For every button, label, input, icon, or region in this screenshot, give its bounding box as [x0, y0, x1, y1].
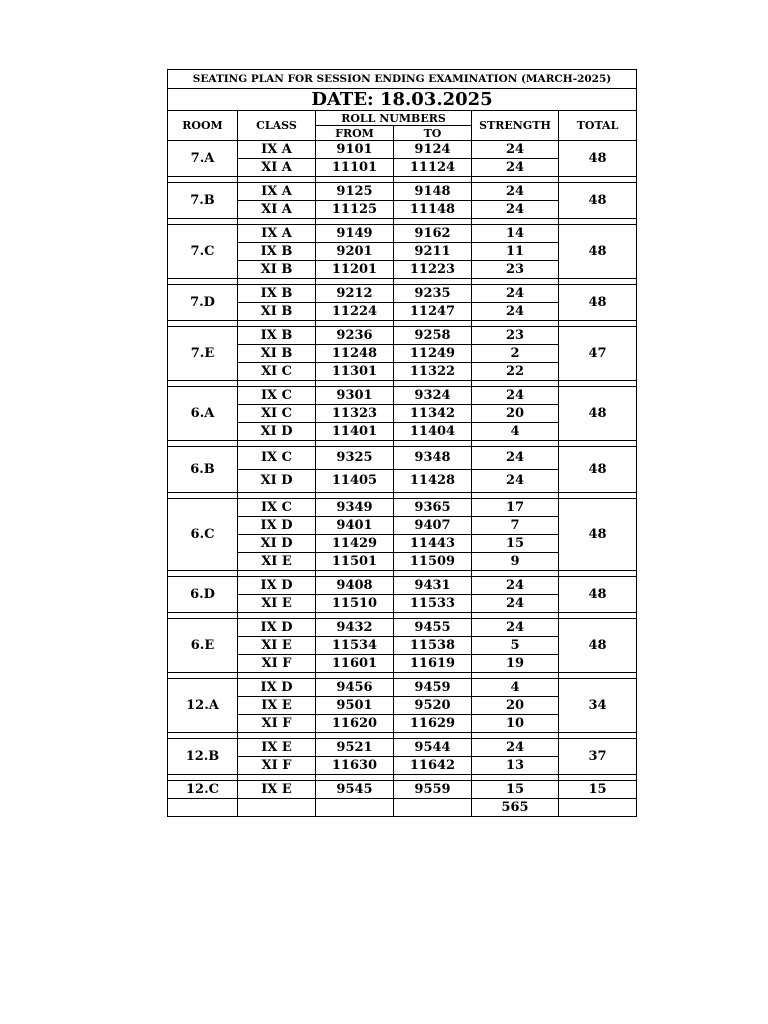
class-cell: IX C [238, 447, 316, 470]
roll-from-cell: 11224 [316, 303, 394, 321]
strength-cell: 19 [472, 655, 559, 673]
header-roll-numbers: ROLL NUMBERS [316, 111, 472, 126]
strength-cell: 4 [472, 423, 559, 441]
table-row [168, 447, 637, 470]
roll-to-cell: 11538 [394, 637, 472, 655]
roll-to-cell: 11223 [394, 261, 472, 279]
class-cell: IX A [238, 225, 316, 243]
strength-cell: 24 [472, 201, 559, 219]
roll-to-cell: 11404 [394, 423, 472, 441]
class-cell: XI D [238, 423, 316, 441]
empty-cell [238, 799, 316, 817]
strength-cell: 24 [472, 470, 559, 493]
strength-cell: 24 [472, 619, 559, 637]
header-total: TOTAL [559, 111, 637, 141]
roll-to-cell: 11642 [394, 757, 472, 775]
table-row [168, 619, 637, 637]
roll-from-cell: 9501 [316, 697, 394, 715]
class-cell: IX D [238, 577, 316, 595]
table-row [168, 141, 637, 159]
roll-from-cell: 9125 [316, 183, 394, 201]
roll-from-cell: 9408 [316, 577, 394, 595]
class-cell: XI B [238, 345, 316, 363]
header-from: FROM [316, 126, 394, 141]
strength-cell: 24 [472, 303, 559, 321]
table-row [168, 739, 637, 757]
roll-from-cell: 9349 [316, 499, 394, 517]
roll-from-cell: 11201 [316, 261, 394, 279]
roll-from-cell: 9236 [316, 327, 394, 345]
roll-from-cell: 9201 [316, 243, 394, 261]
total-cell: 47 [559, 327, 637, 381]
class-cell: IX B [238, 327, 316, 345]
room-cell: 7.C [168, 225, 238, 279]
strength-cell: 9 [472, 553, 559, 571]
roll-to-cell: 9235 [394, 285, 472, 303]
roll-from-cell: 11630 [316, 757, 394, 775]
roll-from-cell: 9401 [316, 517, 394, 535]
total-cell: 48 [559, 447, 637, 493]
strength-cell: 22 [472, 363, 559, 381]
roll-from-cell: 11405 [316, 470, 394, 493]
roll-to-cell: 9324 [394, 387, 472, 405]
class-cell: XI F [238, 655, 316, 673]
room-cell: 6.E [168, 619, 238, 673]
roll-to-cell: 11428 [394, 470, 472, 493]
empty-cell [316, 799, 394, 817]
table-row [168, 679, 637, 697]
class-cell: XI C [238, 363, 316, 381]
class-cell: IX B [238, 285, 316, 303]
roll-to-cell: 9348 [394, 447, 472, 470]
roll-to-cell: 9124 [394, 141, 472, 159]
room-cell: 12.A [168, 679, 238, 733]
strength-cell: 20 [472, 405, 559, 423]
total-cell: 15 [559, 781, 637, 799]
grand-total-row [168, 799, 637, 817]
room-cell: 7.B [168, 183, 238, 219]
strength-cell: 10 [472, 715, 559, 733]
document-title: SEATING PLAN FOR SESSION ENDING EXAMINATION (MARCH-2025) [168, 70, 637, 89]
roll-from-cell: 9456 [316, 679, 394, 697]
strength-cell: 23 [472, 327, 559, 345]
seating-plan-body [168, 70, 637, 817]
strength-cell: 7 [472, 517, 559, 535]
roll-to-cell: 9258 [394, 327, 472, 345]
roll-from-cell: 11501 [316, 553, 394, 571]
class-cell: XI B [238, 261, 316, 279]
table-row [168, 285, 637, 303]
strength-cell: 24 [472, 183, 559, 201]
strength-cell: 24 [472, 159, 559, 177]
class-cell: IX C [238, 387, 316, 405]
total-cell: 48 [559, 499, 637, 571]
roll-to-cell: 11629 [394, 715, 472, 733]
class-cell: IX E [238, 781, 316, 799]
roll-to-cell: 11247 [394, 303, 472, 321]
roll-from-cell: 9521 [316, 739, 394, 757]
empty-cell [559, 799, 637, 817]
roll-to-cell: 9211 [394, 243, 472, 261]
roll-from-cell: 11534 [316, 637, 394, 655]
class-cell: XI B [238, 303, 316, 321]
roll-from-cell: 9301 [316, 387, 394, 405]
roll-to-cell: 9148 [394, 183, 472, 201]
empty-cell [168, 799, 238, 817]
strength-cell: 2 [472, 345, 559, 363]
header-strength: STRENGTH [472, 111, 559, 141]
class-cell: XI D [238, 470, 316, 493]
strength-cell: 14 [472, 225, 559, 243]
roll-from-cell: 11248 [316, 345, 394, 363]
strength-cell: 20 [472, 697, 559, 715]
room-cell: 7.D [168, 285, 238, 321]
roll-from-cell: 9325 [316, 447, 394, 470]
strength-cell: 24 [472, 141, 559, 159]
room-cell: 6.D [168, 577, 238, 613]
strength-cell: 15 [472, 535, 559, 553]
roll-to-cell: 9431 [394, 577, 472, 595]
total-cell: 48 [559, 577, 637, 613]
roll-from-cell: 11401 [316, 423, 394, 441]
roll-to-cell: 11148 [394, 201, 472, 219]
header-room: ROOM [168, 111, 238, 141]
strength-cell: 23 [472, 261, 559, 279]
room-cell: 6.A [168, 387, 238, 441]
room-cell: 12.B [168, 739, 238, 775]
roll-to-cell: 11124 [394, 159, 472, 177]
strength-cell: 24 [472, 447, 559, 470]
roll-to-cell: 11322 [394, 363, 472, 381]
strength-cell: 13 [472, 757, 559, 775]
roll-to-cell: 9459 [394, 679, 472, 697]
class-cell: XI E [238, 553, 316, 571]
roll-to-cell: 11619 [394, 655, 472, 673]
roll-from-cell: 9149 [316, 225, 394, 243]
class-cell: XI E [238, 637, 316, 655]
class-cell: IX E [238, 697, 316, 715]
strength-cell: 17 [472, 499, 559, 517]
title-row [168, 70, 637, 89]
total-cell: 37 [559, 739, 637, 775]
strength-cell: 5 [472, 637, 559, 655]
class-cell: IX D [238, 679, 316, 697]
date-row [168, 89, 637, 111]
table-row [168, 499, 637, 517]
roll-to-cell: 9544 [394, 739, 472, 757]
roll-from-cell: 11101 [316, 159, 394, 177]
room-cell: 6.C [168, 499, 238, 571]
roll-from-cell: 9212 [316, 285, 394, 303]
roll-to-cell: 11509 [394, 553, 472, 571]
roll-from-cell: 11429 [316, 535, 394, 553]
table-row [168, 183, 637, 201]
roll-from-cell: 9101 [316, 141, 394, 159]
header-to: TO [394, 126, 472, 141]
total-cell: 48 [559, 285, 637, 321]
class-cell: XI A [238, 159, 316, 177]
class-cell: IX E [238, 739, 316, 757]
strength-cell: 24 [472, 387, 559, 405]
class-cell: XI F [238, 715, 316, 733]
strength-cell: 4 [472, 679, 559, 697]
roll-to-cell: 11249 [394, 345, 472, 363]
strength-cell: 11 [472, 243, 559, 261]
roll-from-cell: 11301 [316, 363, 394, 381]
roll-from-cell: 9432 [316, 619, 394, 637]
class-cell: IX C [238, 499, 316, 517]
room-cell: 7.A [168, 141, 238, 177]
class-cell: IX B [238, 243, 316, 261]
class-cell: IX D [238, 517, 316, 535]
class-cell: XI F [238, 757, 316, 775]
header-class: CLASS [238, 111, 316, 141]
class-cell: XI C [238, 405, 316, 423]
roll-to-cell: 9520 [394, 697, 472, 715]
roll-to-cell: 9559 [394, 781, 472, 799]
table-row [168, 577, 637, 595]
roll-from-cell: 9545 [316, 781, 394, 799]
strength-cell: 24 [472, 739, 559, 757]
total-cell: 48 [559, 141, 637, 177]
room-cell: 6.B [168, 447, 238, 493]
roll-from-cell: 11601 [316, 655, 394, 673]
roll-from-cell: 11510 [316, 595, 394, 613]
roll-to-cell: 11533 [394, 595, 472, 613]
header-row [168, 111, 637, 126]
total-cell: 48 [559, 387, 637, 441]
roll-from-cell: 11125 [316, 201, 394, 219]
class-cell: IX A [238, 183, 316, 201]
roll-to-cell: 9365 [394, 499, 472, 517]
table-row [168, 327, 637, 345]
total-cell: 48 [559, 225, 637, 279]
class-cell: IX D [238, 619, 316, 637]
grand-total-strength: 565 [472, 799, 559, 817]
roll-to-cell: 9162 [394, 225, 472, 243]
empty-cell [394, 799, 472, 817]
table-row [168, 387, 637, 405]
roll-to-cell: 11342 [394, 405, 472, 423]
roll-from-cell: 11323 [316, 405, 394, 423]
total-cell: 48 [559, 183, 637, 219]
total-cell: 34 [559, 679, 637, 733]
table-row [168, 781, 637, 799]
strength-cell: 15 [472, 781, 559, 799]
table-row [168, 225, 637, 243]
roll-to-cell: 9455 [394, 619, 472, 637]
class-cell: XI E [238, 595, 316, 613]
class-cell: IX A [238, 141, 316, 159]
strength-cell: 24 [472, 595, 559, 613]
seating-plan-table [167, 69, 637, 817]
strength-cell: 24 [472, 577, 559, 595]
class-cell: XI D [238, 535, 316, 553]
room-cell: 7.E [168, 327, 238, 381]
roll-to-cell: 9407 [394, 517, 472, 535]
strength-cell: 24 [472, 285, 559, 303]
class-cell: XI A [238, 201, 316, 219]
room-cell: 12.C [168, 781, 238, 799]
roll-from-cell: 11620 [316, 715, 394, 733]
exam-date: DATE: 18.03.2025 [168, 89, 637, 111]
roll-to-cell: 11443 [394, 535, 472, 553]
total-cell: 48 [559, 619, 637, 673]
